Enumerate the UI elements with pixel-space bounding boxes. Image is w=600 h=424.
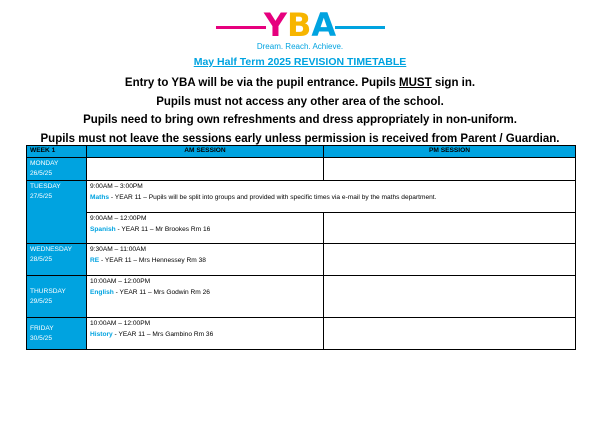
notice-access: Pupils must not access any other area of the school.	[156, 95, 444, 108]
session-cell-maths	[87, 181, 576, 213]
day-date: 27/5/25	[30, 193, 52, 200]
session-time: 9:00AM – 3:00PM	[90, 183, 143, 190]
session-desc	[90, 287, 320, 298]
notice-must: MUST	[399, 77, 432, 89]
notice-entry-pre: Entry to YBA will be via the pupil entrance. Pupils	[124, 77, 400, 89]
page-title: May Half Term 2025 REVISION TIMETABLE	[193, 56, 407, 68]
notice-entry-post: sign in.	[431, 77, 476, 89]
table-header-row	[27, 146, 576, 158]
session-desc	[90, 224, 320, 235]
yba-logo	[0, 8, 600, 54]
session-subject: Maths	[90, 194, 110, 201]
table-row	[27, 244, 576, 276]
notice-leaving: Pupils must not leave the sessions early unless permission is received from Parent / Guardian.	[40, 132, 560, 145]
session-time: 10:00AM – 12:00PM	[90, 278, 151, 285]
day-date: 29/5/25	[30, 297, 52, 305]
day-cell-monday	[27, 158, 87, 181]
pm-cell	[324, 318, 576, 350]
session-desc	[90, 329, 320, 340]
pm-cell	[324, 158, 576, 181]
day-cell-thursday	[27, 276, 87, 318]
logo-letter-y: Y	[263, 6, 287, 44]
pm-cell	[324, 244, 576, 276]
day-cell-tuesday	[27, 181, 87, 244]
table-row	[27, 318, 576, 350]
logo-tagline: Dream. Reach. Achieve.	[256, 42, 344, 51]
session-desc	[90, 192, 572, 203]
timetable	[26, 145, 576, 350]
header-am: AM SESSION	[87, 146, 324, 158]
session-time: 9:30AM – 11:00AM	[90, 246, 146, 253]
am-cell	[87, 158, 324, 181]
session-detail: - YEAR 11 – Mr Brookes Rm 16	[115, 226, 211, 233]
session-subject: Spanish	[90, 226, 116, 233]
pm-cell	[324, 213, 576, 244]
header-week: WEEK 1	[27, 146, 87, 158]
day-name: WEDNESDAY	[30, 246, 73, 253]
table-row	[27, 158, 576, 181]
day-date: 28/5/25	[30, 256, 52, 263]
logo-letter-b: B	[287, 6, 312, 44]
session-subject: RE	[90, 257, 100, 264]
header-pm: PM SESSION	[324, 146, 576, 158]
table-row	[27, 181, 576, 213]
day-cell-wednesday	[27, 244, 87, 276]
pm-cell	[324, 276, 576, 318]
day-name: FRIDAY	[30, 324, 54, 332]
notices	[0, 74, 600, 148]
session-detail: - YEAR 11 – Mrs Gambino Rm 36	[112, 331, 214, 338]
session-cell-re	[87, 244, 324, 276]
day-name: TUESDAY	[30, 183, 61, 190]
session-time: 10:00AM – 12:00PM	[90, 320, 151, 327]
day-cell-friday	[27, 318, 87, 350]
session-subject: History	[90, 331, 113, 338]
session-detail: - YEAR 11 – Mrs Godwin Rm 26	[113, 289, 210, 296]
logo-letters	[0, 8, 600, 42]
notice-entry	[0, 74, 600, 93]
logo-letter-a: A	[311, 6, 337, 44]
session-detail: - YEAR 11 – Mrs Hennessey Rm 38	[99, 257, 206, 264]
session-desc	[90, 255, 320, 266]
session-detail: - YEAR 11 – Pupils will be split into groups and provided with specific times via e-mail by the maths department.	[109, 194, 437, 201]
day-name: THURSDAY	[30, 287, 66, 295]
session-cell-english	[87, 276, 324, 318]
day-date: 30/5/25	[30, 334, 52, 342]
table-row	[27, 276, 576, 318]
notice-refreshments: Pupils need to bring own refreshments and dress appropriately in non-uniform.	[83, 114, 517, 126]
session-time: 9:00AM – 12:00PM	[90, 215, 147, 222]
day-date: 26/5/25	[30, 170, 52, 177]
session-subject: English	[90, 289, 114, 296]
table-row	[27, 213, 576, 244]
day-name: MONDAY	[30, 160, 59, 167]
session-cell-history	[87, 318, 324, 350]
session-cell-spanish	[87, 213, 324, 244]
